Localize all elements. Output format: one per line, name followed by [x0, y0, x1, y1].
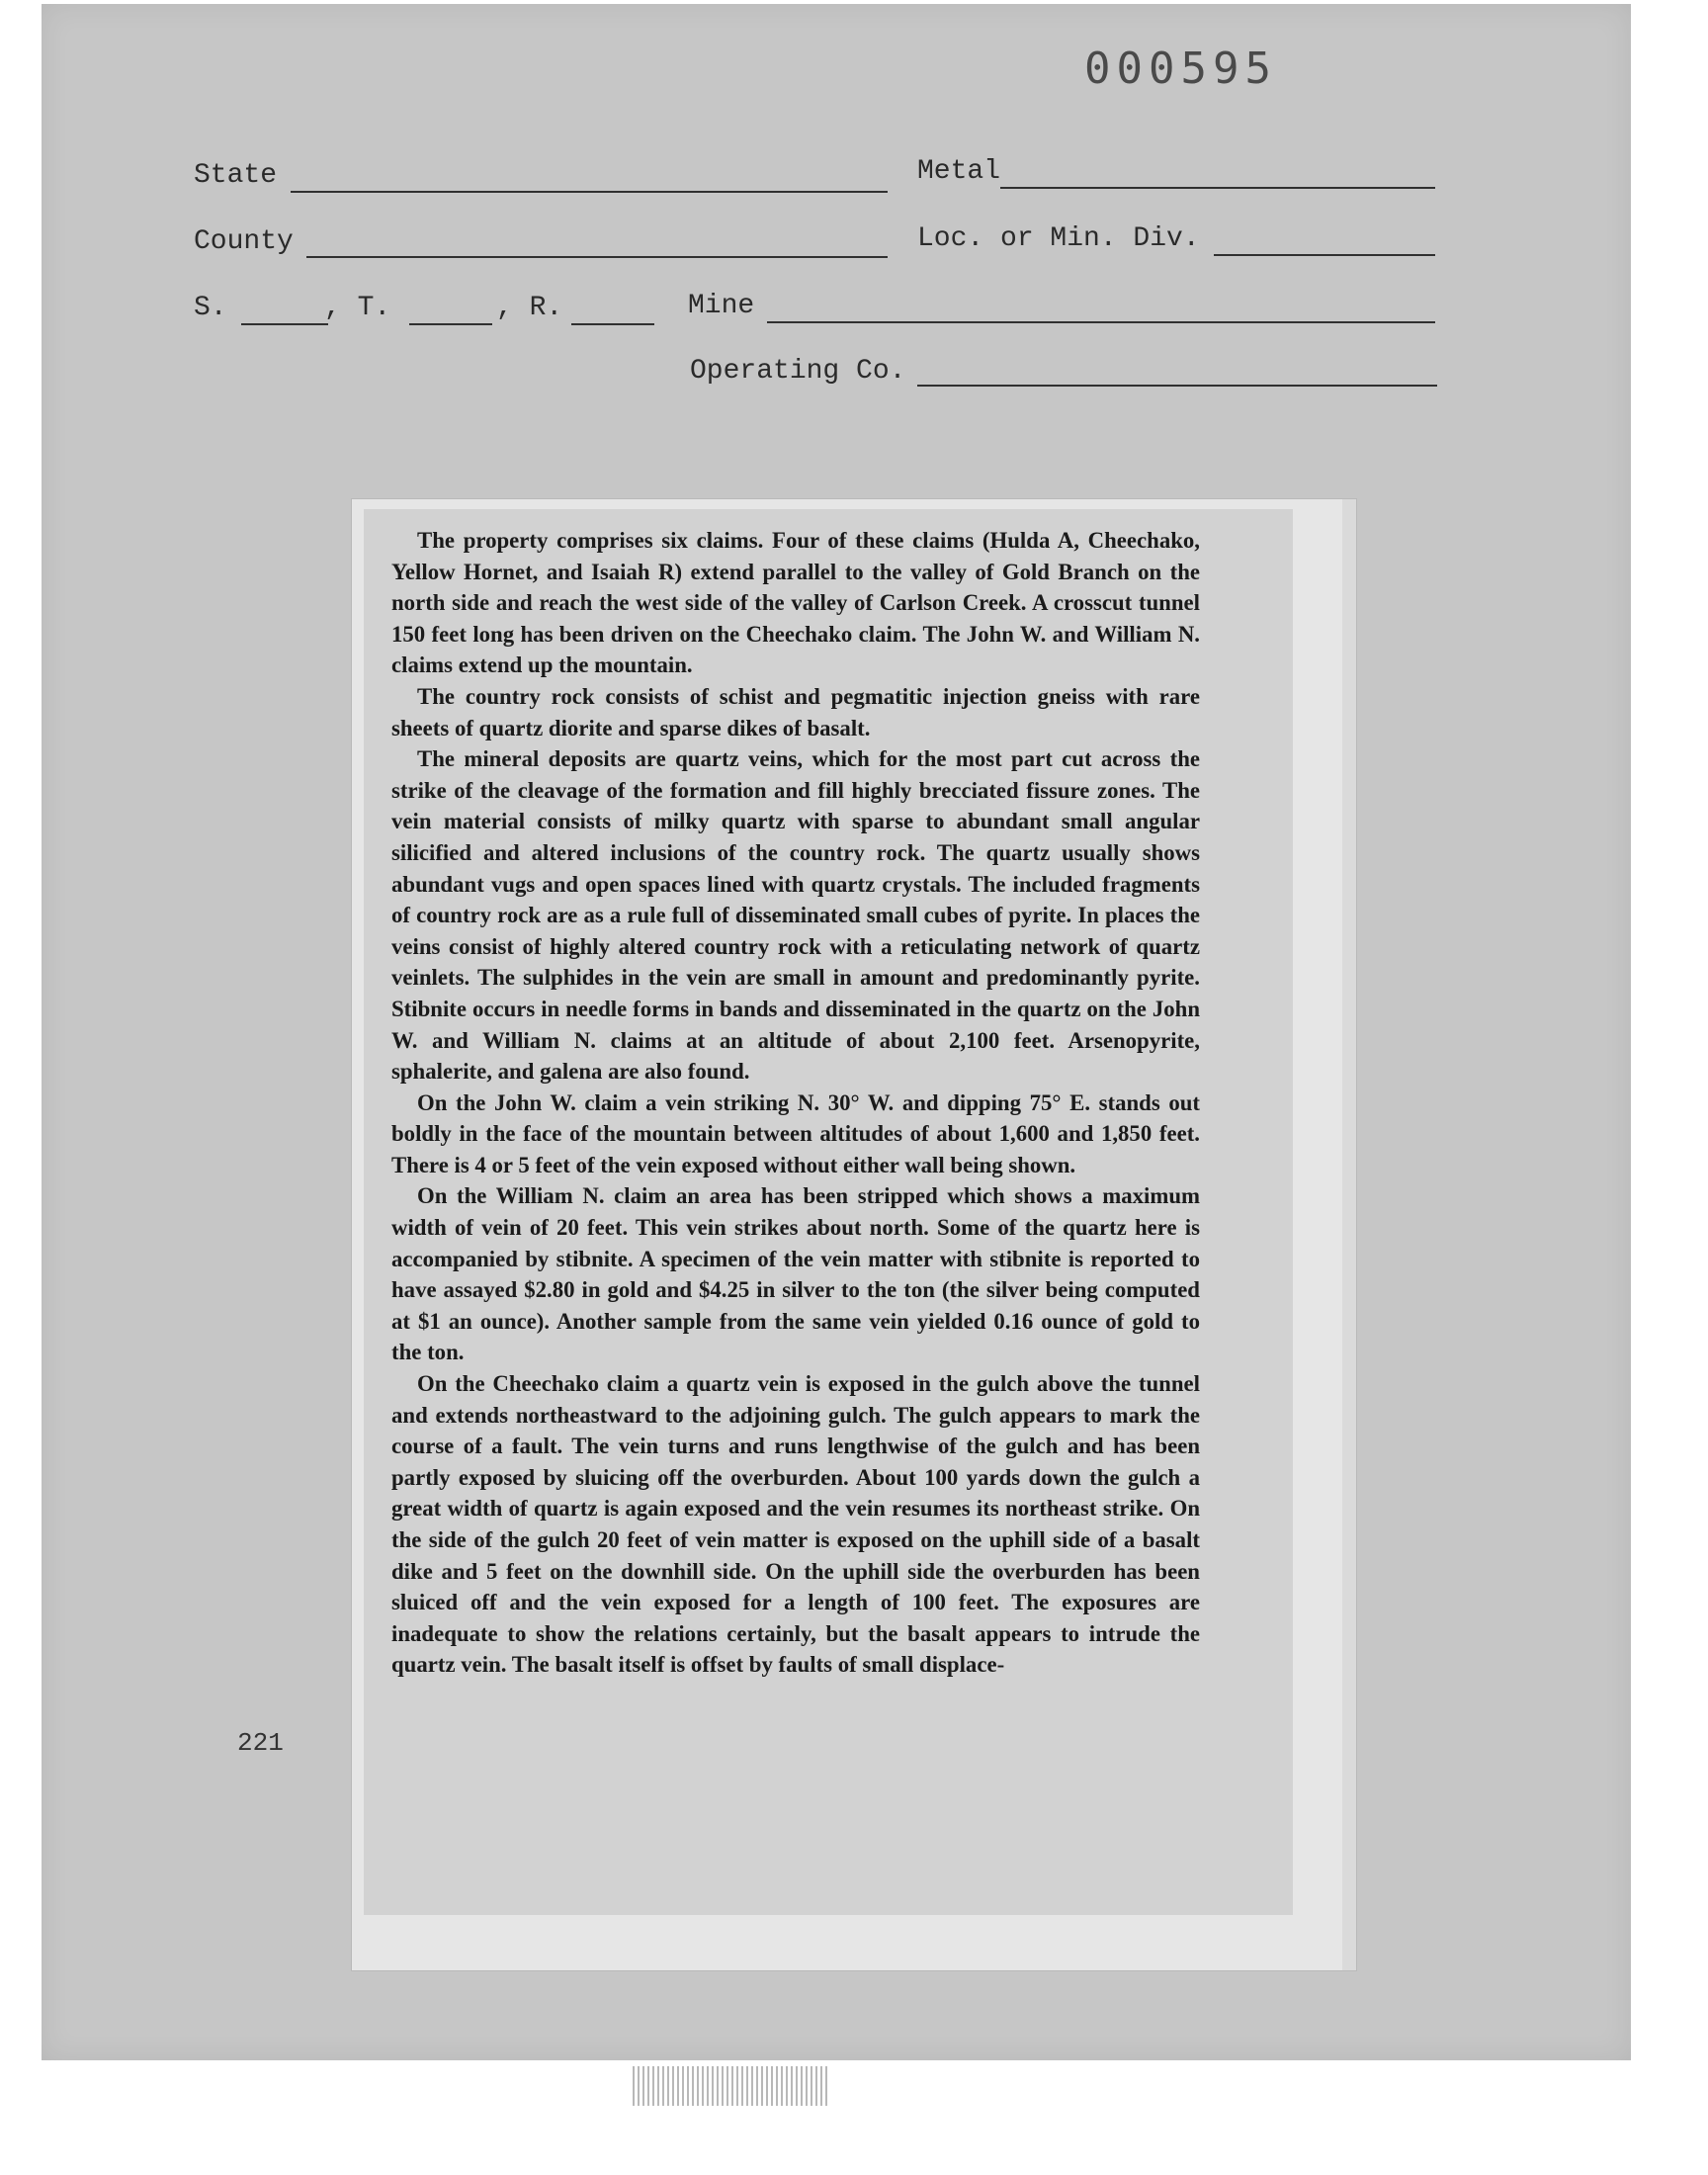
state-label: State — [194, 160, 278, 191]
document-sheet — [42, 4, 1631, 2060]
page-number: 221 — [237, 1728, 284, 1758]
metal-label: Metal — [917, 156, 1001, 187]
loc-min-div-field[interactable] — [1214, 254, 1435, 256]
metal-field[interactable] — [1000, 187, 1435, 189]
paragraph: The mineral deposits are quartz veins, which for the most part cut across the strike of the cleavage of the formation and fill highly brecciated fissure zones. The vein material consists of milky quartz with sparse to abundant small angular silicified and altered inclusions of the country rock. The quartz usually shows abundant vugs and open spaces lined with quartz crystals. The included fragments of country rock are as a rule full of disseminated small cubes of pyrite. In places the veins consist of highly altered country rock with a reticulating network of quartz veinlets. The sulphides in the vein are small in amount and predominantly pyrite. Stibnite occurs in needle forms in bands and disseminated in the quartz on the John W. and William N. claims at an altitude of about 2,100 feet. Arsenopyrite, sphalerite, and galena are also found. — [391, 746, 1200, 1085]
paragraph: The country rock consists of schist and pegmatitic injection gneiss with rare sheets of quartz diorite and sparse dikes of basalt. — [391, 683, 1200, 740]
section-label: S. — [194, 293, 227, 323]
document-number: 000595 — [1084, 44, 1277, 94]
paragraph: On the John W. claim a vein striking N. 30° W. and dipping 75° E. stands out boldly in the face of the mountain between altitudes of about 1,600 and 1,850 feet. There is 4 or 5 feet of the vein exposed without either wall being shown. — [391, 1089, 1200, 1177]
scan-artifact — [633, 2066, 830, 2106]
county-field[interactable] — [306, 256, 888, 258]
operating-co-label: Operating Co. — [690, 356, 906, 387]
clipping-text — [391, 525, 1200, 1681]
loc-min-div-label: Loc. or Min. Div. — [917, 223, 1200, 254]
pasted-clipping — [352, 499, 1356, 1970]
paragraph: The property comprises six claims. Four of these claims (Hulda A, Cheechako, Yellow Hornet, and Isaiah R) extend parallel to the valley of Gold Branch on the north side and reach the west side of the valley of Carlson Creek. A crosscut tunnel 150 feet long has been driven on the Cheechako claim. The John W. and William N. claims extend up the mountain. — [391, 528, 1200, 678]
township-field[interactable] — [409, 323, 492, 325]
range-field[interactable] — [571, 323, 654, 325]
mine-label: Mine — [688, 291, 755, 321]
range-label: , R. — [496, 293, 563, 323]
operating-co-field[interactable] — [917, 385, 1437, 387]
mine-field[interactable] — [767, 321, 1435, 323]
paragraph: On the William N. claim an area has been stripped which shows a maximum width of vein of 20 feet. This vein strikes about north. Some of the quartz here is accompanied by stibnite. A specimen of the vein matter with stibnite is reported to have assayed $2.80 in gold and $4.25 in silver to the ton (the silver being computed at $1 an ounce). Another sample from the same vein yielded 0.16 ounce of gold to the ton. — [391, 1183, 1200, 1365]
township-label: , T. — [324, 293, 391, 323]
county-label: County — [194, 226, 294, 257]
paragraph: On the Cheechako claim a quartz vein is exposed in the gulch above the tunnel and extends northeastward to the adjoining gulch. The gulch appears to mark the course of a fault. The vein turns and runs lengthwise of the gulch and has been partly exposed by sluicing off the overburden. About 100 yards down the gulch a great width of quartz is again exposed and the vein resumes its northeast strike. On the side of the gulch 20 feet of vein matter is exposed on the uphill side of a basalt dike and 5 feet on the downhill side. On the uphill side the overburden has been sluiced off and the vein exposed for a length of 100 feet. The exposures are inadequate to show the relations certainly, but the basalt appears to intrude the quartz vein. The basalt itself is offset by faults of small displace- — [391, 1371, 1200, 1678]
section-field[interactable] — [241, 323, 328, 325]
clipping-paper — [364, 509, 1293, 1915]
state-field[interactable] — [291, 191, 888, 193]
